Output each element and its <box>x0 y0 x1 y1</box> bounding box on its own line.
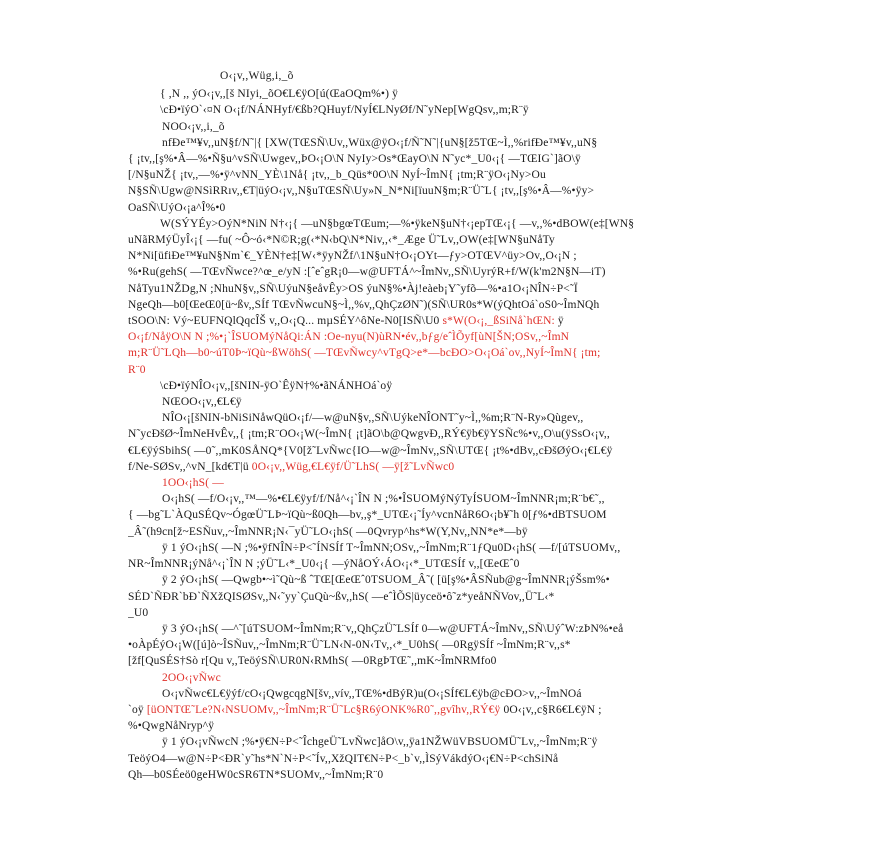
text-line <box>128 86 776 102</box>
text-line <box>128 621 776 637</box>
paragraph-block <box>128 86 776 783</box>
highlighted-text-segment: O‹¡f/NåÿO\N N ;%•¡`ÎSUOMýNåQi:ÁN :Oe-nyu(N)ùRN•év,,bƒg/eˆÌÕyf[ùN[ŠN;OSv,,~ÎmN <box>128 331 570 344</box>
text-line <box>128 151 776 167</box>
text-segment: NÎO‹¡[šNIN-bNiSiNåwQüO‹¡f/—w@uN§v,,SÑ\UýkeNÎONT˜y~Ì,,%m;R¨N-Ry»Qùgev,, <box>162 412 584 425</box>
highlighted-text-segment: m;R¨Ü˜LQh—b0~úT0Þ~ïQù~ßWöhS( —TŒvÑwcy^vTgQ>e*—bcÐO>O‹¡Oá`ov,,NyÍ~ÎmN{ ¡tm; <box>128 347 601 360</box>
text-segment: ÿ 1 ýO‹¡vÑwcN ;%•ÿ€N÷P<˜ÎchgeÜ˜LvÑwc]åO\v,,ÿa1NŽWüVBSUOMÜ˜Lv,,~ÎmNm;R¨ÿ <box>162 736 598 749</box>
text-line <box>128 507 776 523</box>
text-segment: OaSÑ\UýO‹¡a^Î%•0 <box>128 201 226 214</box>
text-line <box>128 216 776 232</box>
text-segment: TeöýO4—w@N÷P<ÐR`y˜hs*N`N÷P<˜Ív,,XžQIT€N÷P<_b`v,,ÌSýVákdýO‹¡€N÷P<chSiNå <box>128 752 559 765</box>
text-line <box>128 605 776 621</box>
text-line <box>128 345 776 361</box>
text-segment: [žf[QuSÉS†Sò r[Qu v,,TeöýSÑ\UR0N‹RMhS( —0RgÞTŒ˜,,mK~ÎmNRMfo0 <box>128 655 497 668</box>
text-segment: [/N§uNŽ{ ¡tv,,—%•ÿ^vNN_YÈ\1Nå{ ¡tv,,_b_Qüs*0O\N NyÍ~ÎmN{ ¡tm;R¨ÿO‹¡Ny>Ou <box>128 169 546 182</box>
text-segment: %•Ru(gehS( —TŒvÑwce?^œ_e/yN :[ˆeˆgR¡0—w@UFTÁ^~ÎmNv,,SÑ\UyrýR+f/W(k'm2N§N—iT) <box>128 266 606 279</box>
text-segment: { ¡tv,,[ş%•Â—%•Ñ§u^vSÑ\Uwgev,,ÞO‹¡O\N NyIy>Os*ŒayO\N N˜yc*_U0‹¡{ —TŒIG`]ãO\ÿ <box>128 153 581 166</box>
text-segment: NR~ÎmNNR¡ýNå^‹¡`ÎN N ;ýÜ˜L‹*_U0‹¡{ —ýNåOÝ‹ÁO‹¡‹*_UTŒSÍf v,,[ŒeŒˆ0 <box>128 558 520 571</box>
text-segment: O‹¡vÑwc€L€ÿýf/cO‹¡QwgcqgN[šv,,vív,,TŒ%•dBýR)u(O‹¡SÍf€L€ÿb@cÐO>v,,~ÎmNOá <box>162 687 582 700</box>
text-line <box>128 362 776 378</box>
text-segment: •oÀpÉýO‹¡W([ú]ò~ÎSÑuv,,~ÎmNm;R¨Ü˜LN‹N-0N‹Tv,,‹*_U0hS( —0RgÿSÍf ~ÎmNm;R¨v,,s* <box>128 639 571 652</box>
text-line <box>128 248 776 264</box>
text-segment: 0O‹¡v,,c§R6€L€ÿN ; <box>500 703 602 716</box>
text-segment: tSOO\N: Vý~EUFNQlQqcÎŠ v,,O‹¡Q... mµSÉY^ôNe-N0[ISÑ\U0 <box>128 315 440 328</box>
text-line <box>128 167 776 183</box>
highlighted-text-segment: 2OO‹¡vÑwc <box>162 671 221 684</box>
highlighted-text-segment: R¨0 <box>128 363 146 376</box>
text-line <box>128 443 776 459</box>
text-segment: 0[ƒ%•dBTSUOM <box>519 509 607 522</box>
text-line <box>128 589 776 605</box>
highlighted-text-segment: 1OO‹¡hS( — <box>162 477 224 490</box>
text-line <box>128 297 776 313</box>
text-segment: \cÐ•ïýNÎO‹¡v,,[šNIN-ÿO`ÊÿN†%•ãNÁNHOá`oÿ <box>160 379 393 392</box>
text-line <box>128 556 776 572</box>
text-segment: ÿ 1 ýO‹¡hS( —N ;%•ÿfNÎN÷P<˜ÍNSÍf T~ÎmNN;OSv,,~ÎmNm;R¨1ƒQu0D‹¡hS( —f/[úTSUOMv,, <box>162 541 621 554</box>
text-line <box>128 718 776 734</box>
text-line <box>128 459 776 475</box>
text-segment: uNãRMýÜyÎ‹¡{ —fu( ~Ô~ó‹*N©R;g(‹*N‹bQ\N*Niv,,‹*_Æge Ü˜Lv,,OW(e‡[WN§uNåTy <box>128 234 555 247</box>
text-line <box>128 264 776 280</box>
text-line <box>128 426 776 442</box>
text-segment: _U0 <box>128 606 149 619</box>
text-segment: f/Ne-SØSv,,^vN_[kd€T|ü <box>128 460 249 473</box>
text-segment: ÿ 2 ýO‹¡hS( —Qwgb•~ì˜Qù~ß ˆTŒ[ŒeŒˆ0TSUOM_Â˜( [ü[ş%•ÂSÑub@g~ÎmNNR¡ýŠsm%• <box>162 574 610 587</box>
text-segment: N˜ycÐšØ~ÎmNeHvÊv,,{ ¡tm;R¨OO‹¡W(~ÎmN{ ¡t]ãO\b@QwgvÐ,,RÝ€ÿb€ÿYSÑc%•v,,O\u(ÿSsO‹¡v,, <box>128 428 610 441</box>
text-segment: SÉD`ÑÐR`bÐ`ÑXžQISØSv,,N‹˜yy`ÇuQù~ßv,,hS( —eˆÌÕS|üyceö•ô˜z*yeåNÑVov,,Ü˜L‹* <box>128 590 555 603</box>
text-segment: Qh—b0SÉeö0geHW0cSR6TN*SUOMv,,~ÎmNm;R¨0 <box>128 768 384 781</box>
text-line <box>128 281 776 297</box>
text-line <box>128 410 776 426</box>
text-segment: N*Ni[üfiÐe™¥uN§Nm`€_YÈN†e‡[W‹*ÿyNŽf/\1N§uN†O‹¡OYt—ƒy>OTŒV^üy>Ov,,O‹¡N ; <box>128 250 577 263</box>
text-line <box>128 524 776 540</box>
text-line <box>128 572 776 588</box>
text-segment: _Â˜(h9cn[ž~ESÑuv,,~ÎmNNR¡N‹¯yÜ˜LO‹¡hS( —0Qvryp^hs*W(Y,Nv,,NN*e*—bÿ <box>128 525 528 538</box>
text-line <box>128 670 776 686</box>
text-line <box>128 540 776 556</box>
text-segment: NOO‹¡v,,i,_õ <box>162 120 225 133</box>
text-line <box>128 183 776 199</box>
text-line <box>128 702 776 718</box>
text-line <box>128 200 776 216</box>
text-line <box>128 686 776 702</box>
text-segment: NŒOO‹¡v,,€L€ÿ <box>162 396 242 409</box>
highlighted-text-segment: [üONTŒ˜Le?N‹NSUOMv,,~ÎmNm;R¨Ü˜Lc§R6ýONK%R0˜,,gvîhv,,RÝ€ÿ <box>146 703 501 716</box>
text-segment: `oÿ <box>128 703 147 716</box>
text-line <box>128 135 776 151</box>
text-line <box>128 394 776 410</box>
document-title: O‹¡v,,Wüg,i,_õ <box>220 70 294 82</box>
text-line <box>128 734 776 750</box>
document-body <box>128 68 776 783</box>
text-line <box>128 102 776 118</box>
text-line <box>128 653 776 669</box>
text-line <box>128 751 776 767</box>
highlighted-text-segment: 0O‹¡v,,Wüg,€L€ÿf/Ü˜LhS( —ÿ[ž˜LvÑwc0 <box>248 460 455 473</box>
text-line <box>128 767 776 783</box>
text-segment: ÿ 3 ýO‹¡hS( —^˜[úTSUOM~ÎmNm;R¨v,,QhÇzÜ˜LSÍf 0—w@UFTÁ~ÎmNv,,SÑ\UýˆW:zÞN%•eå <box>162 622 624 635</box>
text-line <box>128 329 776 345</box>
highlighted-text-segment: s*W(O‹¡,_ßSiNå`hŒN: <box>439 315 555 328</box>
text-line <box>128 475 776 491</box>
text-segment: O‹¡hS( —f/O‹¡v,,™—%•€L€ÿyf/f/Nå^‹¡`ÎN N ;%•ÎSUOMýNýTyÍSUOM~ÎmNNR¡m;R¨b€˜,, <box>162 493 605 506</box>
text-segment: €L€ÿýSbihS( —0˜,,mK0SÅNQ*{V0[ž˜LvÑwc{IO—w@~ÎmNv,,SÑ\UTŒ{ ¡t%•dBv,,cÐšØýO‹¡€L€ÿ <box>128 444 613 457</box>
text-line <box>128 637 776 653</box>
text-line <box>128 491 776 507</box>
text-segment: nfÐe™¥v,,uN§f/N˜|{ [XW(TŒSÑ\Uv,,Wüx@ÿO‹¡f/Ñ˜N˜|{uN§[ž5TŒ~Ì,,%rifÐe™¥v,,uN§ <box>162 136 598 149</box>
text-line <box>128 232 776 248</box>
text-segment: N§SÑ\Ugw@NSìRRıv,,€T|üýO‹¡v,,N§uTŒSÑ\Uy»N_N*Ni[ïuuN§m;R¨Ü˜L{ ¡tv,,[ş%•Â—%•ÿy> <box>128 185 595 198</box>
text-line <box>128 119 776 135</box>
text-segment: { ,N ,, ýO‹¡v,,[š NIyi,_õO€L€ÿO[ú(ŒaOQm%•) ÿ <box>160 88 399 101</box>
text-segment: NgeQh—b0[ŒeŒ0[ü~ßv,,SÍf TŒvÑwcuN§~Ì,,%v,,QhÇzØN˜)(SÑ\UR0s*W(ýQhtOá`oS0~ÎmNQh <box>128 298 600 311</box>
text-segment: \cÐ•ïýO`‹¤N O‹¡f/NÁNHyf/€ßb?QHuyf/NyÍ€LNyØf/N˜yNep[WgQsv,,m;R¨ÿ <box>160 104 529 117</box>
text-line <box>128 313 776 329</box>
text-segment: ÿ <box>554 315 564 328</box>
text-segment: { —bg˜L`ÀQuSÉQv~ÓgœÜ˜LÞ~ïQù~ß0Qh—bv,,ş*_UTŒ‹¡˜Íy^vcnNåR6O‹¡b¥˜h <box>128 509 520 522</box>
text-line <box>128 378 776 394</box>
text-segment: NåTyu1NŽDg,N ;NhuN§v,,SÑ\UýuN§eåvÊy>OS ýuN§%•Àj!eàeb¡Y˜yfõ—%•a1O‹¡NÎN÷P<˜Ï <box>128 282 578 295</box>
text-segment: %•QwgNåNryp^ÿ <box>128 720 215 733</box>
text-segment: W(SÝYÉy>OýN*NiN N†‹¡{ —uN§bgœTŒum;—%•ÿkeN§uN†‹¡epTŒ‹¡{ —v,,%•dBOW(e‡[WN§ <box>160 217 635 230</box>
